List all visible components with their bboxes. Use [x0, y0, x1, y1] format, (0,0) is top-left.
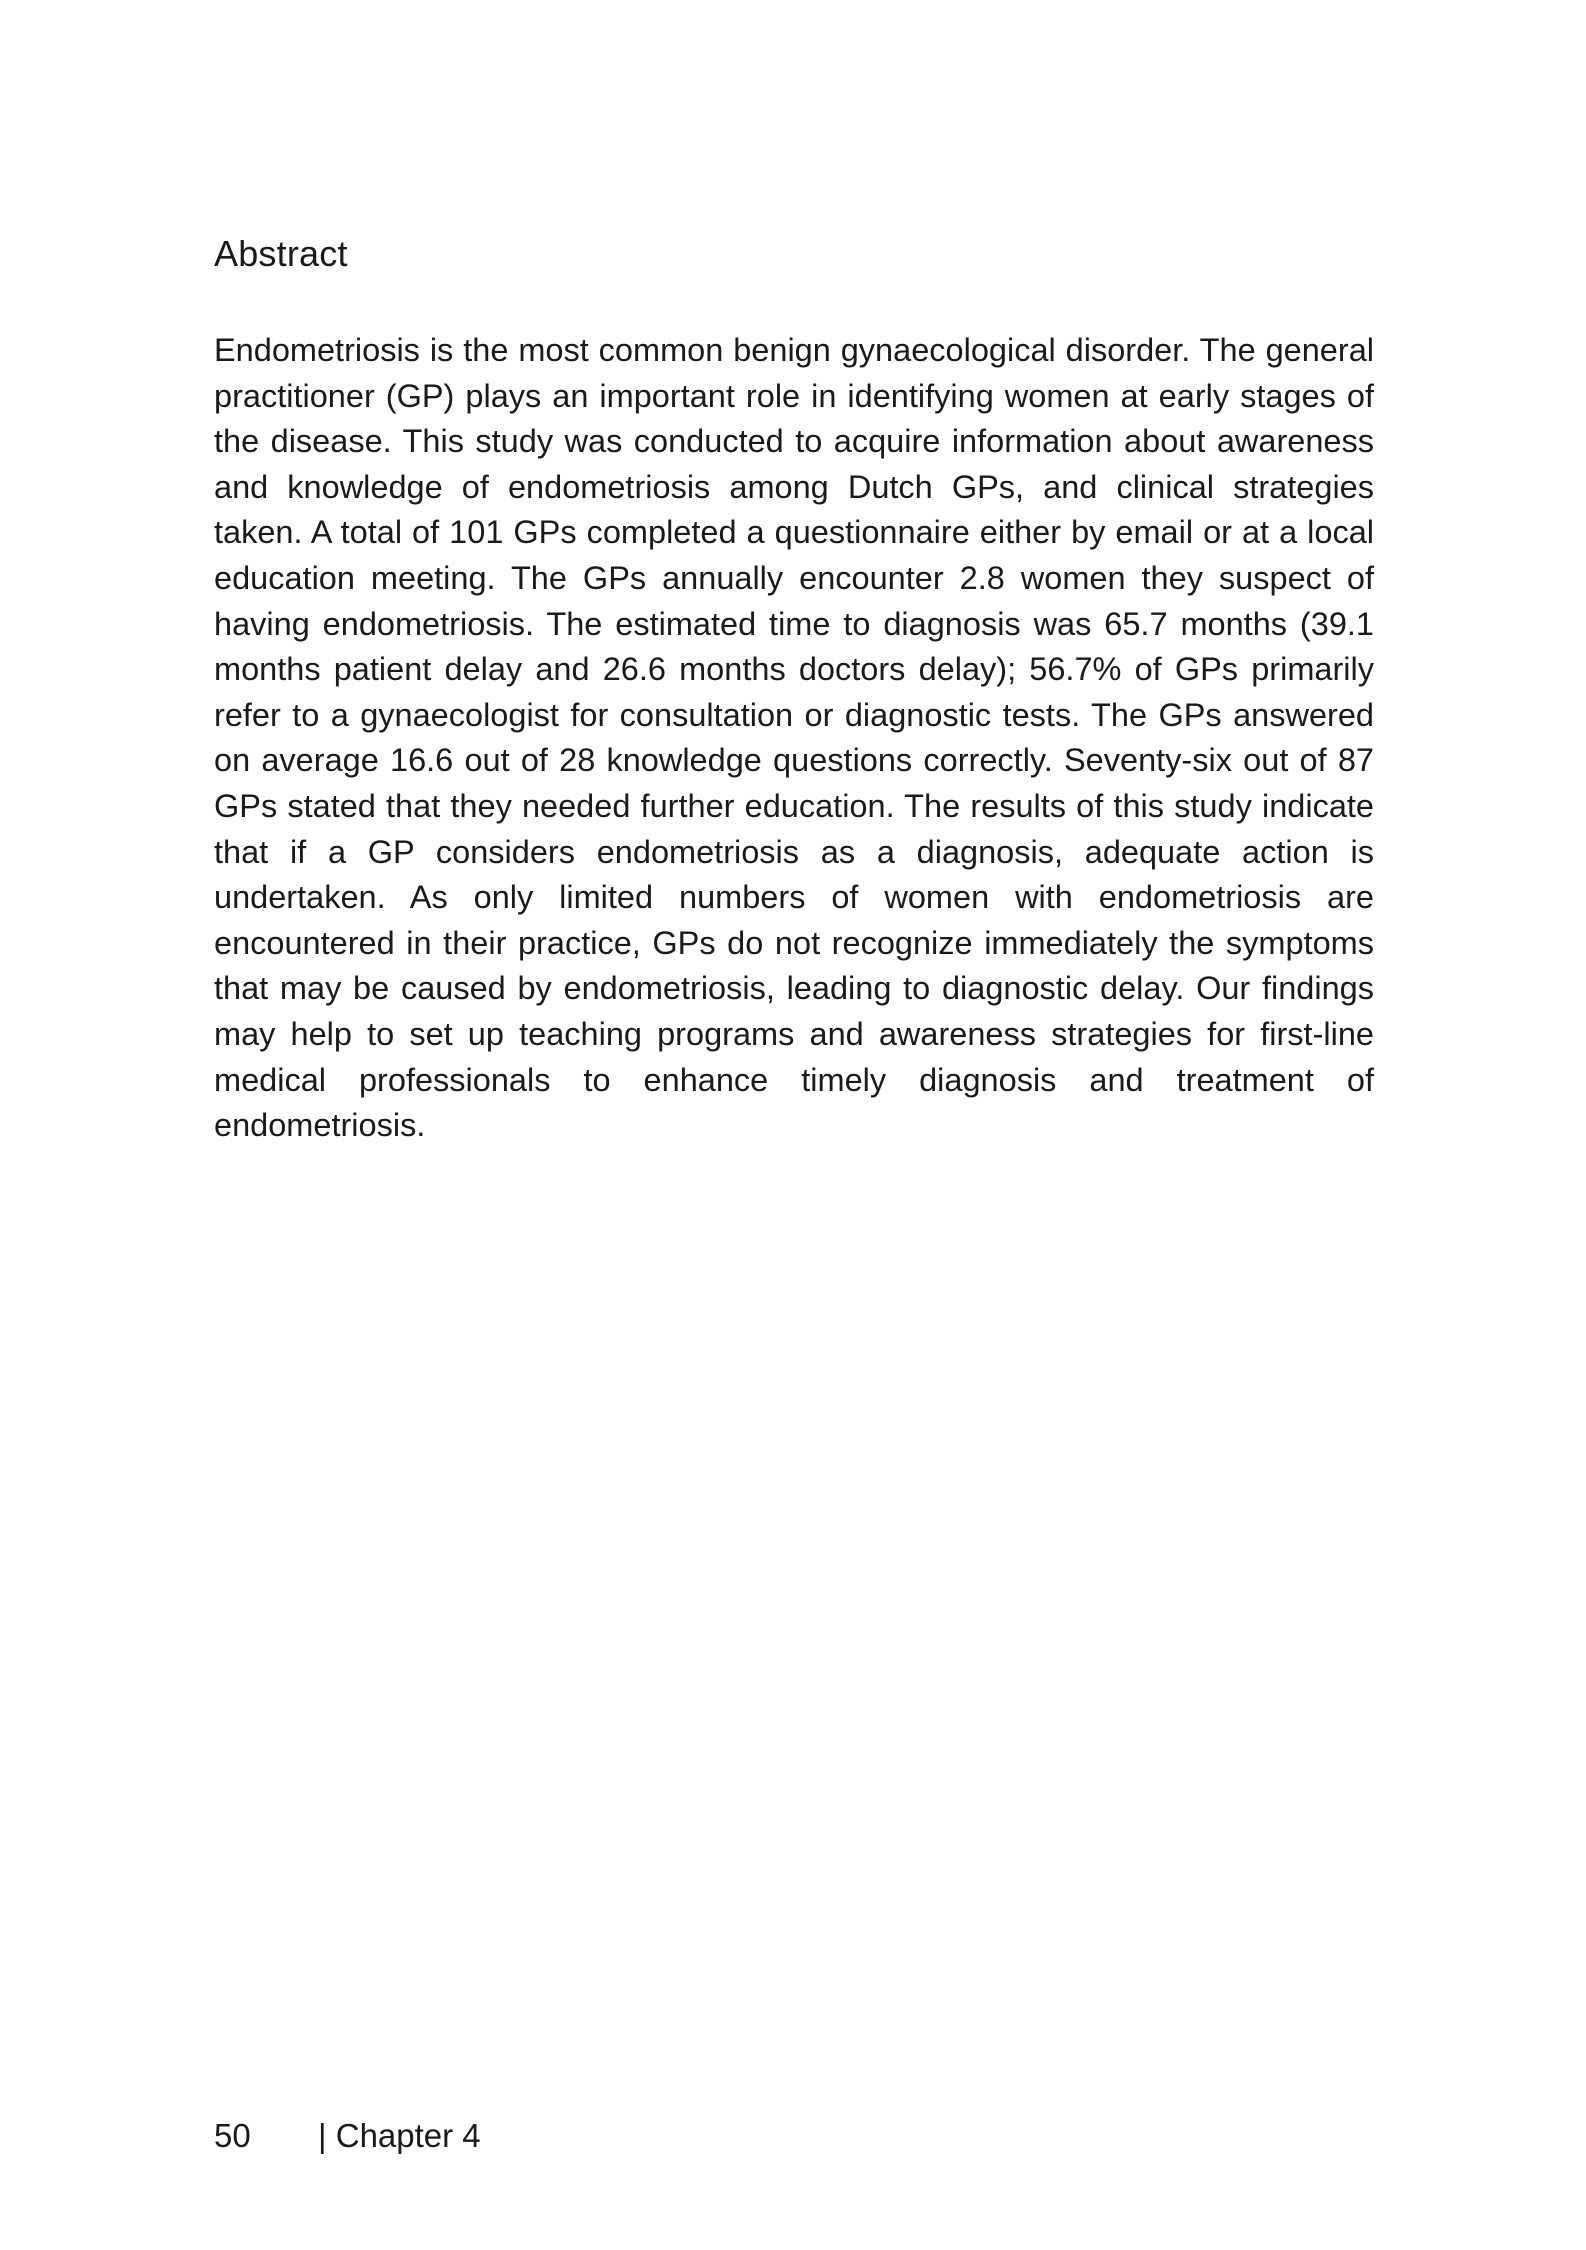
section-heading-abstract: Abstract — [214, 233, 348, 274]
abstract-paragraph: Endometriosis is the most common benign gynaecological disorder. The general practitioner (GP) plays an important role in identifying women at early stages of the disease. This study was conducted to acquire information about awareness and knowledge of endometriosis among Dutch GPs, and clinical strategies taken. A total of 101 GPs completed a questionnaire either by email or at a local education meeting. The GPs annually encounter 2.8 women they suspect of having endometriosis. The estimated time to diagnosis was 65.7 months (39.1 months patient delay and 26.6 months doctors delay); 56.7% of GPs primarily refer to a gynaecologist for consultation or diagnostic tests. The GPs answered on average 16.6 out of 28 knowledge questions correctly. Seventy-six out of 87 GPs stated that they needed further education. The results of this study indicate that if a GP considers endometriosis as a diagnosis, adequate action is undertaken. As only limited numbers of women with endometriosis are encountered in their practice, GPs do not recognize immediately the symptoms that may be caused by endometriosis, leading to diagnostic delay. Our findings may help to set up teaching programs and awareness strategies for first-line medical professionals to enhance timely diagnosis and treatment of endometriosis. — [214, 332, 1374, 1144]
page-number: 50 — [214, 2117, 251, 2154]
chapter-label: | Chapter 4 — [318, 2117, 481, 2154]
